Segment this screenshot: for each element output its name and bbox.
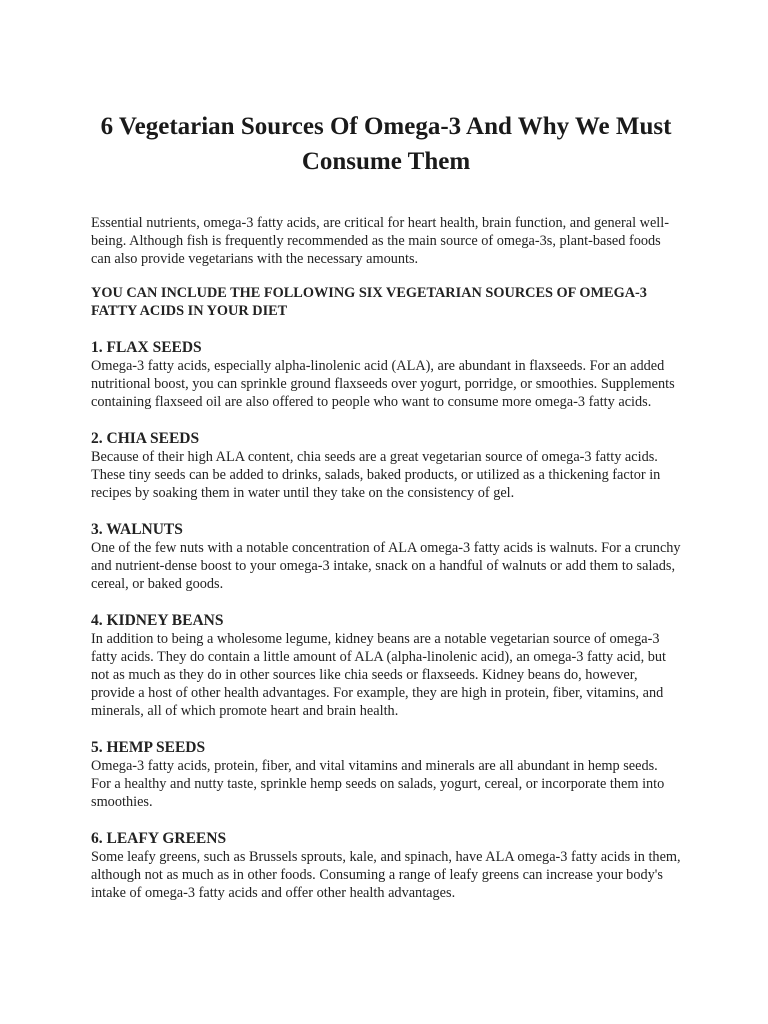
section-body: Some leafy greens, such as Brussels sprouts, kale, and spinach, have ALA omega-3 fatty acids in them, although not as much as in other foods. Consuming a range of leafy greens can increase your body's intake of omega-3 fatty acids and offer other health advantages. — [91, 849, 681, 901]
section-heading: 2. CHIA SEEDS — [91, 430, 200, 447]
section-hemp-seeds — [91, 739, 681, 811]
section-walnuts — [91, 521, 681, 593]
section-chia-seeds — [91, 430, 681, 502]
section-heading: 1. FLAX SEEDS — [91, 339, 202, 356]
list-subheading: YOU CAN INCLUDE THE FOLLOWING SIX VEGETARIAN SOURCES OF OMEGA-3 FATTY ACIDS IN YOUR DIET — [91, 285, 647, 319]
section-heading: 6. LEAFY GREENS — [91, 830, 227, 847]
section-body: Because of their high ALA content, chia seeds are a great vegetarian source of omega-3 fatty acids. These tiny seeds can be added to drinks, salads, baked products, or utilized as a thickening factor in recipes by soaking them in water until they take on the consistency of gel. — [91, 449, 661, 501]
section-heading: 4. KIDNEY BEANS — [91, 612, 224, 629]
intro-paragraph: Essential nutrients, omega-3 fatty acids, are critical for heart health, brain function, and general well-being. Although fish is frequently recommended as the main source of omega-3s, plant-based foods can also provide vegetarians with the necessary amounts. — [91, 215, 669, 267]
section-leafy-greens — [91, 830, 681, 902]
section-body: In addition to being a wholesome legume, kidney beans are a notable vegetarian source of omega-3 fatty acids. They do contain a little amount of ALA (alpha-linolenic acid), an omega-3 fatty acid, but not as much as they do in other sources like chia seeds or flaxseeds. Kidney beans do, however, provide a host of other health advantages. For example, they are high in protein, fiber, vitamins, and minerals, all of which promote heart and brain health. — [91, 631, 667, 719]
section-heading: 3. WALNUTS — [91, 521, 183, 538]
page-title: 6 Vegetarian Sources Of Omega-3 And Why We Must Consume Them — [100, 113, 672, 175]
section-kidney-beans — [91, 612, 681, 720]
section-body: Omega-3 fatty acids, especially alpha-linolenic acid (ALA), are abundant in flaxseeds. For an added nutritional boost, you can sprinkle ground flaxseeds over yogurt, porridge, or smoothies. Supplements containing flaxseed oil are also offered to people who want to consume more omega-3 fatty acids. — [91, 358, 675, 410]
section-heading: 5. HEMP SEEDS — [91, 739, 206, 756]
section-body: One of the few nuts with a notable concentration of ALA omega-3 fatty acids is walnuts. For a crunchy and nutrient-dense boost to your omega-3 intake, snack on a handful of walnuts or add them to salads, cereal, or baked goods. — [91, 540, 681, 592]
section-body: Omega-3 fatty acids, protein, fiber, and vital vitamins and minerals are all abundant in hemp seeds. For a healthy and nutty taste, sprinkle hemp seeds on salads, yogurt, cereal, or incorporate them into smoothies. — [91, 758, 665, 810]
section-flax-seeds — [91, 339, 681, 411]
document-page — [91, 0, 681, 902]
